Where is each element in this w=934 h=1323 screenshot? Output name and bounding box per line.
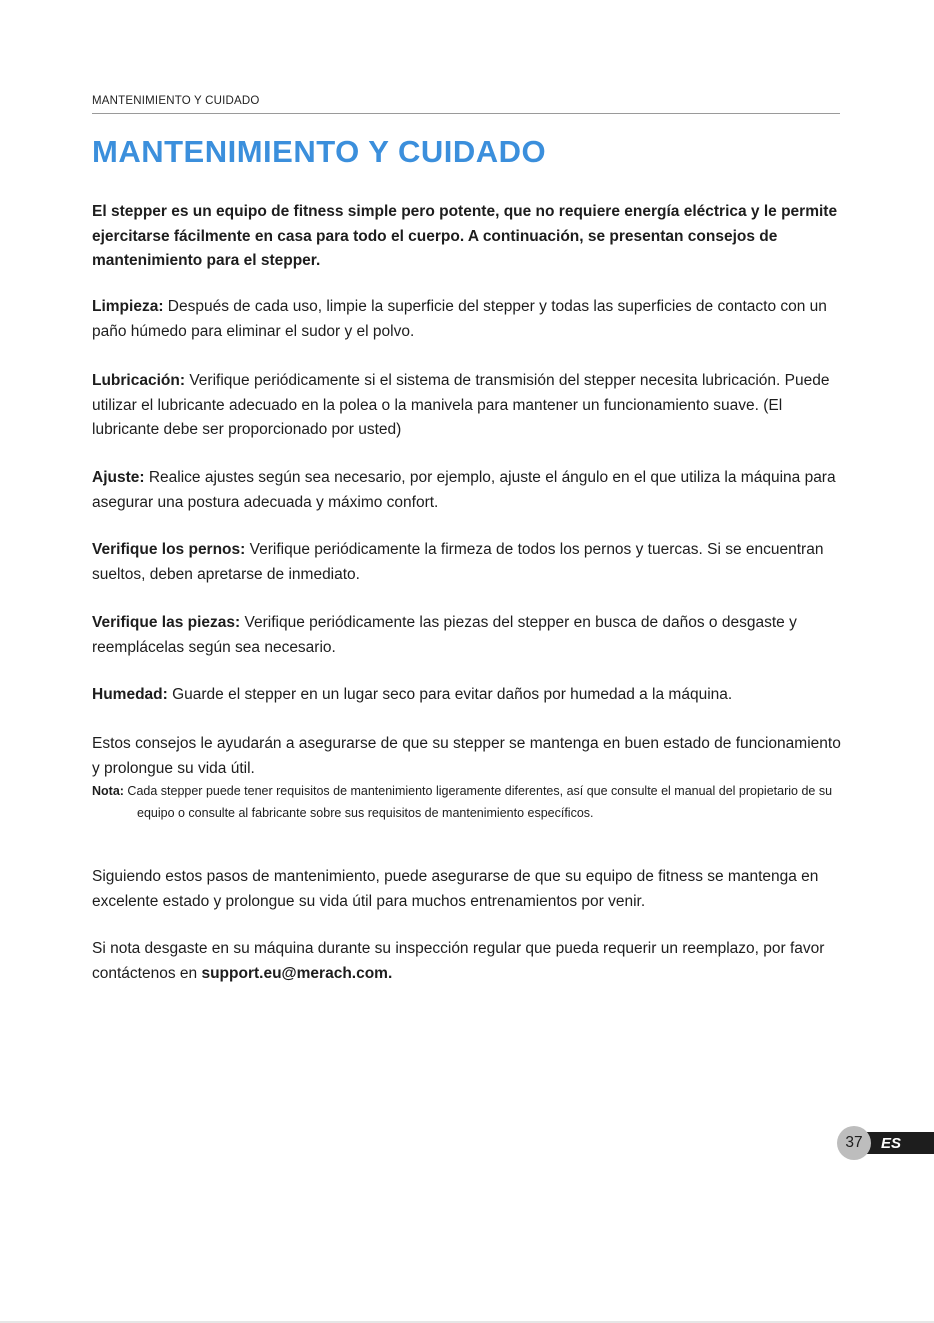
tip-text: Verifique periódicamente la firmeza de todos los pernos y tuercas. Si se encuentran sueltos, deben apretarse de inmediato. bbox=[92, 541, 824, 583]
note-paragraph bbox=[92, 781, 852, 824]
tip-text: Verifique periódicamente si el sistema de transmisión del stepper necesita lubricación. Puede utilizar el lubricante adecuado en la polea o la manivela para mantener un funcionamiento suave. (El lubricante debe ser proporcionado por usted) bbox=[92, 372, 830, 438]
page-footer-badge bbox=[837, 1126, 934, 1160]
note-label: Nota: bbox=[92, 784, 124, 798]
contact-text: Si nota desgaste en su máquina durante su inspección regular que pueda requerir un reemplazo, por favor contáctenos en bbox=[92, 940, 825, 982]
tip-text: Guarde el stepper en un lugar seco para evitar daños por humedad a la máquina. bbox=[167, 686, 733, 703]
intro-paragraph: El stepper es un equipo de fitness simple pero potente, que no requiere energía eléctrica y le permite ejercitarse fácilmente en casa para todo el cuerpo. A continuación, se presentan consejos de mantenimiento para el stepper. bbox=[92, 203, 838, 269]
contact-paragraph bbox=[92, 937, 852, 986]
note-text: Cada stepper puede tener requisitos de mantenimiento ligeramente diferentes, así que consulte el manual del propietario de su equipo o consulte al fabricante sobre sus requisitos de mantenimiento específicos. bbox=[123, 784, 833, 820]
tip-label: Limpieza: bbox=[92, 298, 164, 315]
tip-lubrication bbox=[92, 369, 852, 443]
page-number: 37 bbox=[837, 1126, 871, 1160]
closing-paragraph: Siguiendo estos pasos de mantenimiento, puede asegurarse de que su equipo de fitness se mantenga en excelente estado y prolongue su vida útil para muchos entrenamientos por venir. bbox=[92, 868, 819, 910]
tip-adjustment bbox=[92, 466, 852, 515]
tip-text: Verifique periódicamente las piezas del stepper en busca de daños o desgaste y reemplácelas según sea necesario. bbox=[92, 614, 797, 656]
tip-bolts bbox=[92, 538, 852, 587]
support-email-link[interactable]: support.eu@merach.com. bbox=[201, 964, 393, 982]
running-header: MANTENIMIENTO Y CUIDADO bbox=[92, 95, 260, 107]
tip-cleaning bbox=[92, 295, 852, 344]
tip-text: Realice ajustes según sea necesario, por ejemplo, ajuste el ángulo en el que utiliza la máquina para asegurar una postura adecuada y máximo confort. bbox=[92, 469, 836, 511]
tip-humidity bbox=[92, 683, 852, 708]
tip-label: Ajuste: bbox=[92, 469, 145, 486]
tip-parts bbox=[92, 611, 852, 660]
page-title: MANTENIMIENTO Y CUIDADO bbox=[92, 134, 547, 169]
header-divider bbox=[92, 113, 840, 114]
summary-paragraph: Estos consejos le ayudarán a asegurarse de que su stepper se mantenga en buen estado de funcionamiento y prolongue su vida útil. bbox=[92, 735, 841, 777]
tip-label: Humedad: bbox=[92, 686, 168, 703]
tip-label: Verifique las piezas: bbox=[92, 614, 241, 631]
tip-label: Verifique los pernos: bbox=[92, 541, 246, 558]
language-label: ES bbox=[857, 1132, 934, 1154]
tip-text: Después de cada uso, limpie la superficie del stepper y todas las superficies de contacto con un paño húmedo para eliminar el sudor y el polvo. bbox=[92, 298, 827, 340]
tip-label: Lubricación: bbox=[92, 372, 186, 389]
